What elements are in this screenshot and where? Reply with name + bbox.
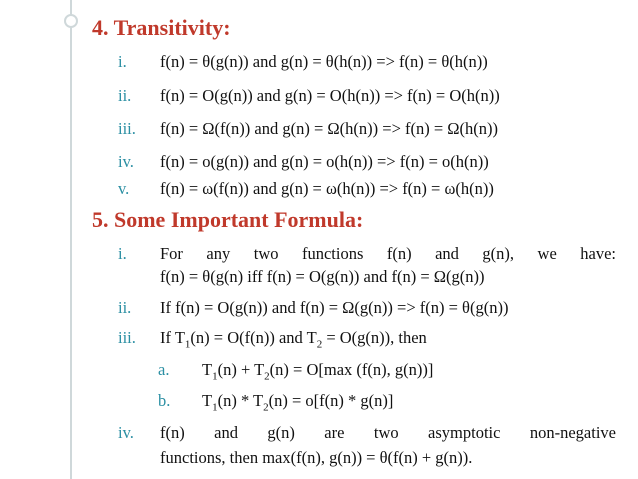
section4-heading: 4. Transitivity: bbox=[92, 15, 231, 40]
item-text: If f(n) = O(g(n)) and f(n) = Ω(g(n)) => f(n) = θ(g(n)) bbox=[160, 298, 509, 317]
item-text: f(n) = ω(f(n)) and g(n) = ω(h(n)) => f(n) = ω(h(n)) bbox=[160, 179, 494, 198]
item-number: ii. bbox=[118, 298, 132, 317]
item-text: f(n) = θ(g(n) iff f(n) = O(g(n)) and f(n) = Ω(g(n)) bbox=[160, 267, 485, 286]
sub-item-text: $T_1(n) + T_2(n) = O[\max$ (f(n), g(n))] bbox=[202, 360, 434, 383]
item-text: f(n) and g(n) are two asymptotic non-negative bbox=[160, 423, 616, 442]
decorative-circle bbox=[64, 14, 78, 28]
section5-heading: 5. Some Important Formula: bbox=[92, 207, 364, 232]
item-number: v. bbox=[118, 179, 130, 198]
item-text: f(n) = Ω(f(n)) and g(n) = Ω(h(n)) => f(n) = Ω(h(n)) bbox=[160, 119, 499, 138]
decorative-sidebar-line bbox=[70, 0, 72, 479]
item-number: iii. bbox=[118, 328, 136, 347]
item-number: iv. bbox=[118, 423, 134, 442]
item-number: iv. bbox=[118, 152, 134, 171]
item-text: f(n) = θ(g(n)) and g(n) = θ(h(n)) => f(n) = θ(h(n)) bbox=[160, 52, 488, 71]
item-text: For any two functions f(n) and g(n), we have: bbox=[160, 244, 616, 263]
item-text: f(n) = o(g(n)) and g(n) = o(h(n)) => f(n) = o(h(n)) bbox=[160, 152, 489, 171]
item-number: i. bbox=[118, 244, 127, 263]
item-number: iii. bbox=[118, 119, 136, 138]
sub-item-letter: a. bbox=[158, 360, 170, 379]
item-text: If $T_1(n) = O(f(n))$ and $T_2 = O(g(n))$, then bbox=[160, 328, 427, 351]
item-text: functions, then max(f(n), g(n)) = θ(f(n) + g(n)). bbox=[160, 448, 473, 467]
sub-item-text: $T_1(n) * T_2(n) = o[f(n) * g(n)]$ bbox=[202, 391, 394, 414]
item-number: i. bbox=[118, 52, 127, 71]
item-number: ii. bbox=[118, 86, 132, 105]
item-text: f(n) = O(g(n)) and g(n) = O(h(n)) => f(n) = O(h(n)) bbox=[160, 86, 500, 105]
sub-item-letter: b. bbox=[158, 391, 171, 410]
